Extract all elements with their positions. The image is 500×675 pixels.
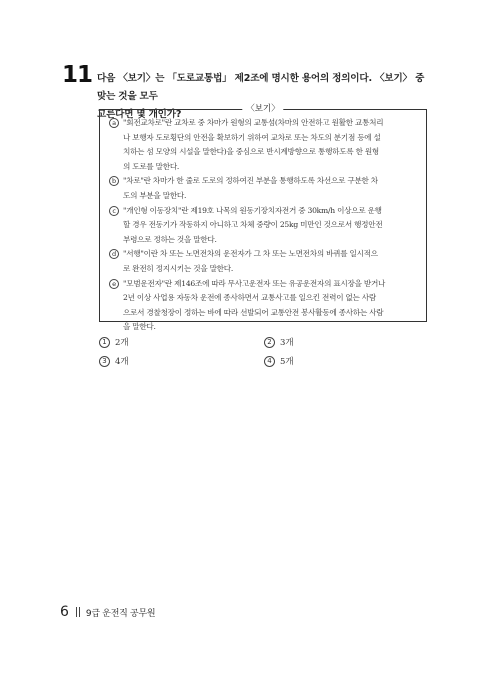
item-marker-e: e (109, 279, 119, 289)
item-line: 할 경우 전동기가 작동하지 아니하고 차체 중량이 25kg 미만인 것으로서 행정안전 (123, 220, 383, 230)
item-line: 부령으로 정하는 것을 말한다. (123, 234, 217, 244)
item-line: "서행"이란 차 또는 노면전차의 운전자가 그 차 또는 노면전차의 바퀴를 일시적으 (123, 249, 378, 259)
page-footer (60, 604, 155, 620)
question-stem-line-1: 다음 〈보기〉는 「도로교통법」 제2조에 명시한 용어의 정의이다. 〈보기〉 중 맞는 것을 모두 (97, 73, 425, 102)
question-number: 11 (62, 62, 93, 88)
choice-text-3: 4개 (115, 357, 129, 367)
choice-marker-4: 4 (264, 356, 275, 367)
choice-text-1: 2개 (115, 338, 129, 348)
question-stem-line-2: 고른다면 몇 개인가? (97, 109, 182, 120)
example-item-b (109, 174, 421, 203)
item-marker-d: d (109, 249, 119, 259)
example-item-d (109, 247, 421, 276)
example-box (99, 104, 427, 332)
item-line: 나 보행자 도로횡단의 안전을 확보하기 위하여 교차로 또는 차도의 분기점 등에 설 (123, 132, 381, 142)
item-line: "회전교차로"란 교차로 중 차마가 원형의 교통섬(차마의 안전하고 원활한 교통처리 (123, 118, 384, 127)
item-line: 을 말한다. (123, 322, 156, 332)
item-marker-a: a (109, 118, 119, 128)
example-item-e (109, 277, 421, 335)
page-number: 6 (60, 604, 69, 620)
book-title: 9급 운전직 공무원 (85, 608, 156, 619)
item-line: "차로"란 차마가 한 줄로 도로의 정하여진 부분을 통행하도록 차선으로 구분한 차 (123, 176, 378, 186)
example-item-a (109, 116, 421, 174)
item-line: 의 도로를 말한다. (123, 161, 180, 171)
choice-1[interactable] (99, 336, 129, 348)
item-marker-b: b (109, 176, 119, 186)
choice-text-2: 3개 (280, 338, 294, 348)
item-line: "모범운전자"란 제146조에 따라 무사고운전자 또는 유공운전자의 표시장을 받거나 (123, 278, 386, 288)
choice-marker-2: 2 (264, 337, 275, 348)
item-line: 로 완전히 정지시키는 것을 말한다. (123, 263, 234, 273)
item-line: 으로서 경찰청장이 정하는 바에 따라 선발되어 교통안전 봉사활동에 종사하는 사람 (123, 307, 384, 317)
example-item-c (109, 204, 421, 248)
item-line: "개인형 이동장치"란 제19호 나목의 원동기장치자전거 중 30km/h 이상으로 운행 (123, 205, 382, 215)
choice-marker-1: 1 (99, 337, 110, 348)
item-marker-c: c (109, 206, 119, 216)
choice-4[interactable] (264, 355, 294, 367)
example-items (109, 116, 421, 335)
item-line: 치하는 섬 모양의 시설을 말한다)을 중심으로 반시계방향으로 통행하도록 한 원형 (123, 147, 380, 157)
item-line: 2년 이상 사업용 자동차 운전에 종사하면서 교통사고를 일으킨 전력이 없는 사람 (123, 293, 376, 303)
footer-separator (76, 607, 80, 617)
choice-3[interactable] (99, 355, 129, 367)
choice-marker-3: 3 (99, 356, 110, 367)
example-box-title: 〈보기〉 (242, 103, 283, 115)
choice-2[interactable] (264, 336, 294, 348)
choice-text-4: 5개 (280, 357, 294, 367)
item-line: 도의 부분을 말한다. (123, 190, 187, 200)
